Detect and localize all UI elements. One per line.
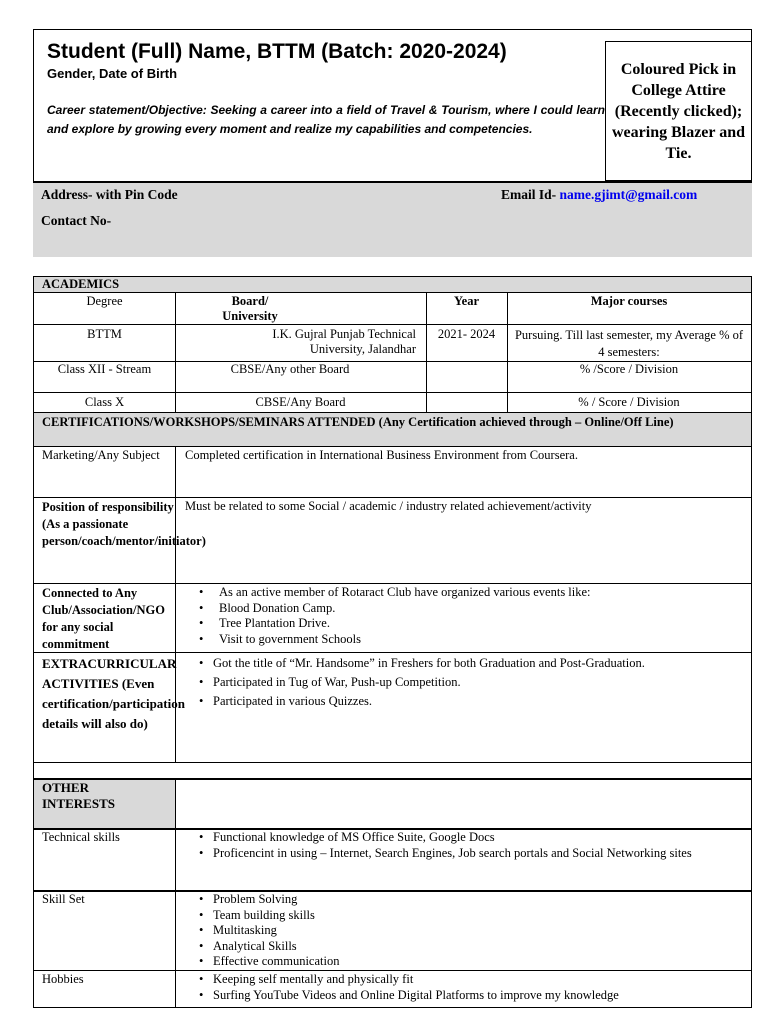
col-board-header: Board/ University [222,294,278,323]
career-statement: Career statement/Objective: Seeking a career into a field of Travel & Tourism, where I could learn and explore by growing every moment and realize my capabilities and competencies. [47,103,605,136]
list-item: • Tree Plantation Drive. [185,616,745,632]
list-item: • Participated in Tug of War, Push-up Competition. [199,673,749,692]
certification-subject-label: Marketing/Any Subject [42,448,160,462]
col-year-header: Year [454,294,479,308]
academics-row-degree: Class XII - Stream [57,362,152,376]
club-label: Connected to Any Club/Association/NGO for any social commitment [42,586,165,651]
address-label: Address- with Pin Code [41,187,178,202]
list-item: • Visit to government Schools [185,632,745,648]
list-item: • As an active member of Rotaract Club have organized various events like: [185,585,745,601]
academics-row-board: CBSE/Any other Board [230,362,350,376]
photo-placeholder [605,41,752,181]
list-item: • Got the title of “Mr. Handsome” in Freshers for both Graduation and Post-Graduation. [199,654,749,673]
email-label: Email Id- [501,187,557,202]
academics-row-degree: BTTM [87,327,122,341]
academics-title: ACADEMICS [42,277,120,291]
club-list [185,585,745,647]
hobbies-list [199,972,749,1003]
list-item: • Team building skills [199,908,749,924]
academics-row-board: I.K. Gujral Punjab Technical University, Jalandhar [272,327,416,356]
extracurricular-list [199,654,749,711]
academics-header-fill [34,277,751,292]
academics-row-board: CBSE/Any Board [255,395,346,409]
list-item: • Problem Solving [199,892,749,908]
academics-row-year: 2021- 2024 [437,327,496,341]
gender-dob: Gender, Date of Birth [47,66,178,81]
list-item: • Surfing YouTube Videos and Online Digital Platforms to improve my knowledge [199,988,749,1004]
col-degree-header: Degree [86,294,123,308]
email-field [501,187,697,203]
resume-table [33,276,752,1008]
list-item: • Multitasking [199,923,749,939]
email-link[interactable]: name.gjimt@gmail.com [559,187,698,202]
academics-row-courses: % /Score / Division [579,362,679,376]
technical-skills-list [199,830,749,861]
hobbies-label: Hobbies [42,972,84,986]
skill-set-label: Skill Set [42,892,85,906]
list-item: • Proficencint in using – Internet, Search Engines, Job search portals and Social Networking sites [199,846,749,862]
academics-row-courses: % / Score / Division [578,395,680,409]
technical-skills-label: Technical skills [42,830,120,844]
position-detail: Must be related to some Social / academic / industry related achievement/activity [185,499,592,513]
certification-detail: Completed certification in International Business Environment from Coursera. [185,448,578,462]
other-interests-label: OTHER INTERESTS [42,780,115,811]
skill-set-list [199,892,749,970]
certifications-title: CERTIFICATIONS/WORKSHOPS/SEMINARS ATTENDED (Any Certification achieved through – Online/Off Line) [42,415,674,429]
list-item: • Functional knowledge of MS Office Suite, Google Docs [199,830,749,846]
list-item: • Analytical Skills [199,939,749,955]
list-item: • Blood Donation Camp. [185,601,745,617]
list-item: • Participated in various Quizzes. [199,692,749,711]
academics-row-degree: Class X [84,395,125,409]
academics-row-courses: Pursuing. Till last semester, my Average % of 4 semesters: [514,328,744,359]
extracurricular-label: EXTRACURRICULAR ACTIVITIES (Even certification/participation details will also do) [42,656,185,731]
photo-instruction: Coloured Pick in College Attire (Recently clicked); wearing Blazer and Tie. [611,60,746,162]
list-item: • Effective communication [199,954,749,970]
list-item: • Keeping self mentally and physically fit [199,972,749,988]
position-label: Position of responsibility (As a passionate person/coach/mentor/initiator) [42,500,206,548]
col-courses-header: Major courses [590,294,668,308]
contact-number-label: Contact No- [41,213,112,228]
student-name-title: Student (Full) Name, BTTM (Batch: 2020-2024) [47,40,507,63]
